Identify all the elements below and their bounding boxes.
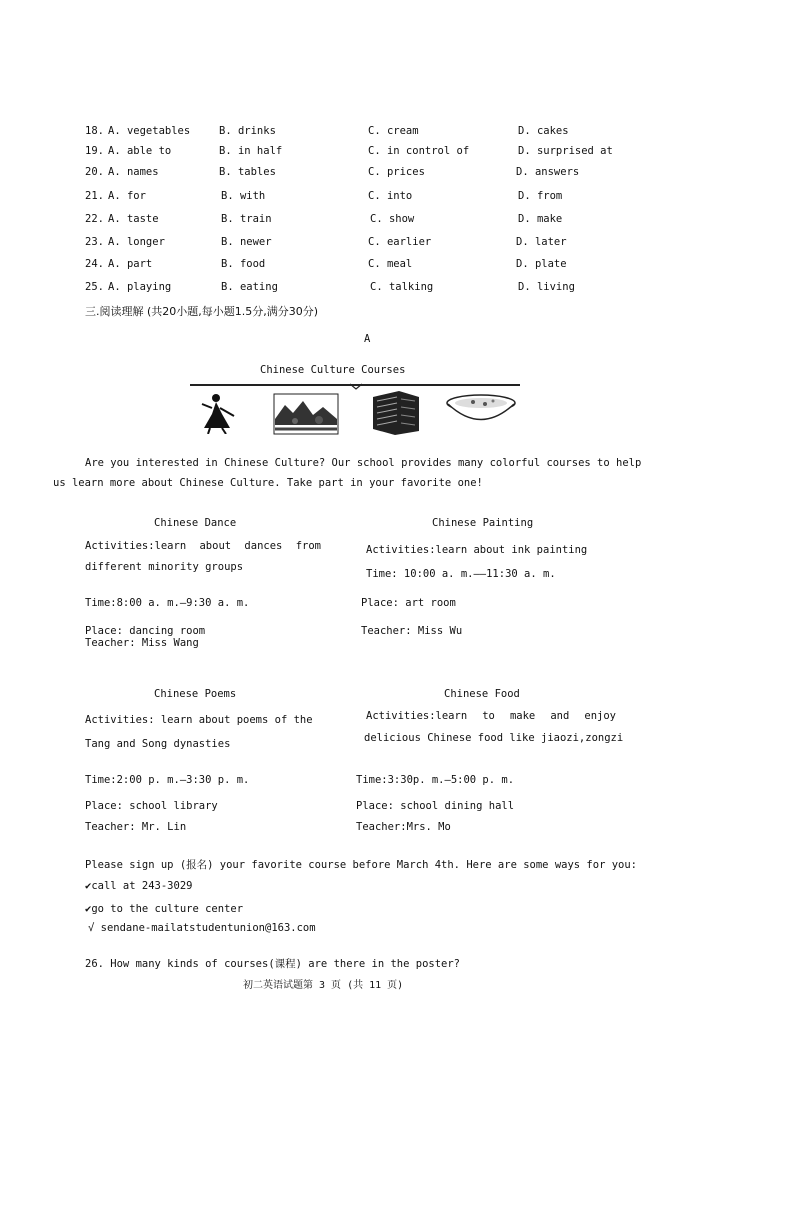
question-row: [0, 166, 793, 182]
option-b: B. tables: [219, 166, 276, 178]
way-email: √ sendane-mailatstudentunion@163.com: [88, 922, 316, 934]
option-d: D. from: [518, 190, 563, 202]
option-b: B. train: [221, 213, 272, 225]
signup-instructions: Please sign up (报名) your favorite course before March 4th. Here are some ways for you:: [85, 859, 638, 871]
question-number: 20.: [85, 166, 104, 178]
option-b: B. food: [221, 258, 266, 270]
course-painting-place: Place: art room: [361, 597, 456, 609]
intro-line-2: us learn more about Chinese Culture. Take part in your favorite one!: [53, 477, 483, 489]
option-b: B. with: [221, 190, 266, 202]
question-number: 18.: [85, 125, 104, 137]
word: enjoy: [584, 710, 616, 722]
word: make: [509, 710, 536, 722]
option-a: A. able to: [108, 145, 172, 157]
course-food-time: Time:3:30p. m.—5:00 p. m.: [356, 774, 515, 786]
question-number: 23.: [85, 236, 104, 248]
option-d: D. plate: [516, 258, 567, 270]
passage-label: A: [364, 333, 371, 345]
option-d: D. cakes: [518, 125, 569, 137]
option-b: B. drinks: [219, 125, 276, 137]
intro-line-1: Are you interested in Chinese Culture? Our school provides many colorful courses to help: [85, 457, 642, 469]
course-painting-title: Chinese Painting: [432, 517, 534, 529]
course-food-title: Chinese Food: [444, 688, 520, 700]
option-c: C. meal: [368, 258, 413, 270]
poster-title: Chinese Culture Courses: [260, 364, 406, 376]
question-number: 21.: [85, 190, 104, 202]
word: about: [199, 540, 232, 552]
question-row: [0, 258, 793, 274]
way-call: ✔call at 243-3029: [85, 880, 193, 892]
question-row: [0, 125, 793, 141]
dancer-illustration: [198, 392, 240, 434]
question-number: 19.: [85, 145, 104, 157]
course-poems-title: Chinese Poems: [154, 688, 237, 700]
option-c: C. into: [368, 190, 413, 202]
ink-painting-illustration: [273, 393, 339, 435]
word: from: [295, 540, 321, 552]
word: to: [482, 710, 495, 722]
course-dance-teacher: Teacher: Miss Wang: [85, 637, 199, 649]
option-d: D. living: [518, 281, 575, 293]
option-d: D. surprised at: [518, 145, 613, 157]
option-a: A. part: [108, 258, 153, 270]
option-b: B. eating: [221, 281, 278, 293]
option-c: C. earlier: [368, 236, 432, 248]
course-painting-teacher: Teacher: Miss Wu: [361, 625, 463, 637]
question-26: 26. How many kinds of courses(课程) are there in the poster?: [85, 958, 461, 970]
option-b: B. newer: [221, 236, 272, 248]
course-painting-activities: Activities:learn about ink painting: [366, 544, 588, 556]
option-d: D. answers: [516, 166, 580, 178]
word: Activities:learn: [366, 710, 468, 722]
option-a: A. vegetables: [108, 125, 191, 137]
course-poems-time: Time:2:00 p. m.—3:30 p. m.: [85, 774, 250, 786]
course-poems-place: Place: school library: [85, 800, 218, 812]
course-food-activities-line-2: delicious Chinese food like jiaozi,zongzi: [364, 732, 624, 744]
course-dance-activities-line-1: [85, 540, 321, 552]
option-c: C. show: [370, 213, 415, 225]
section-heading: 三.阅读理解 (共20小题,每小题1.5分,满分30分): [85, 305, 319, 318]
question-row: [0, 236, 793, 252]
question-number: 24.: [85, 258, 104, 270]
course-poems-teacher: Teacher: Mr. Lin: [85, 821, 187, 833]
banner-notch: [350, 383, 362, 391]
question-row: [0, 145, 793, 161]
question-row: [0, 190, 793, 206]
option-a: A. taste: [108, 213, 159, 225]
option-c: C. cream: [368, 125, 419, 137]
option-a: A. names: [108, 166, 159, 178]
page-footer: 初二英语试题第 3 页 (共 11 页): [243, 980, 404, 991]
option-a: A. longer: [108, 236, 165, 248]
word: and: [550, 710, 570, 722]
food-bowl-illustration: [445, 393, 517, 429]
course-dance-activities-line-2: different minority groups: [85, 561, 244, 573]
course-food-teacher: Teacher:Mrs. Mo: [356, 821, 451, 833]
option-a: A. for: [108, 190, 146, 202]
question-number: 22.: [85, 213, 104, 225]
option-b: B. in half: [219, 145, 283, 157]
option-c: C. prices: [368, 166, 425, 178]
question-row: [0, 281, 793, 297]
word: dances: [244, 540, 283, 552]
course-food-activities-line-1: [366, 710, 616, 722]
course-dance-place: Place: dancing room: [85, 625, 206, 637]
option-a: A. playing: [108, 281, 172, 293]
course-dance-time: Time:8:00 a. m.—9:30 a. m.: [85, 597, 250, 609]
option-c: C. talking: [370, 281, 434, 293]
course-dance-title: Chinese Dance: [154, 517, 237, 529]
course-painting-time: Time: 10:00 a. m.——11:30 a. m.: [366, 568, 556, 580]
course-poems-activities-line-2: Tang and Song dynasties: [85, 738, 231, 750]
course-poems-activities-line-1: Activities: learn about poems of the: [85, 714, 313, 726]
option-d: D. later: [516, 236, 567, 248]
word: Activities:learn: [85, 540, 187, 552]
question-row: [0, 213, 793, 229]
option-d: D. make: [518, 213, 563, 225]
course-food-place: Place: school dining hall: [356, 800, 515, 812]
option-c: C. in control of: [368, 145, 470, 157]
way-visit: ✔go to the culture center: [85, 903, 244, 915]
question-number: 25.: [85, 281, 104, 293]
book-illustration: [369, 389, 421, 435]
